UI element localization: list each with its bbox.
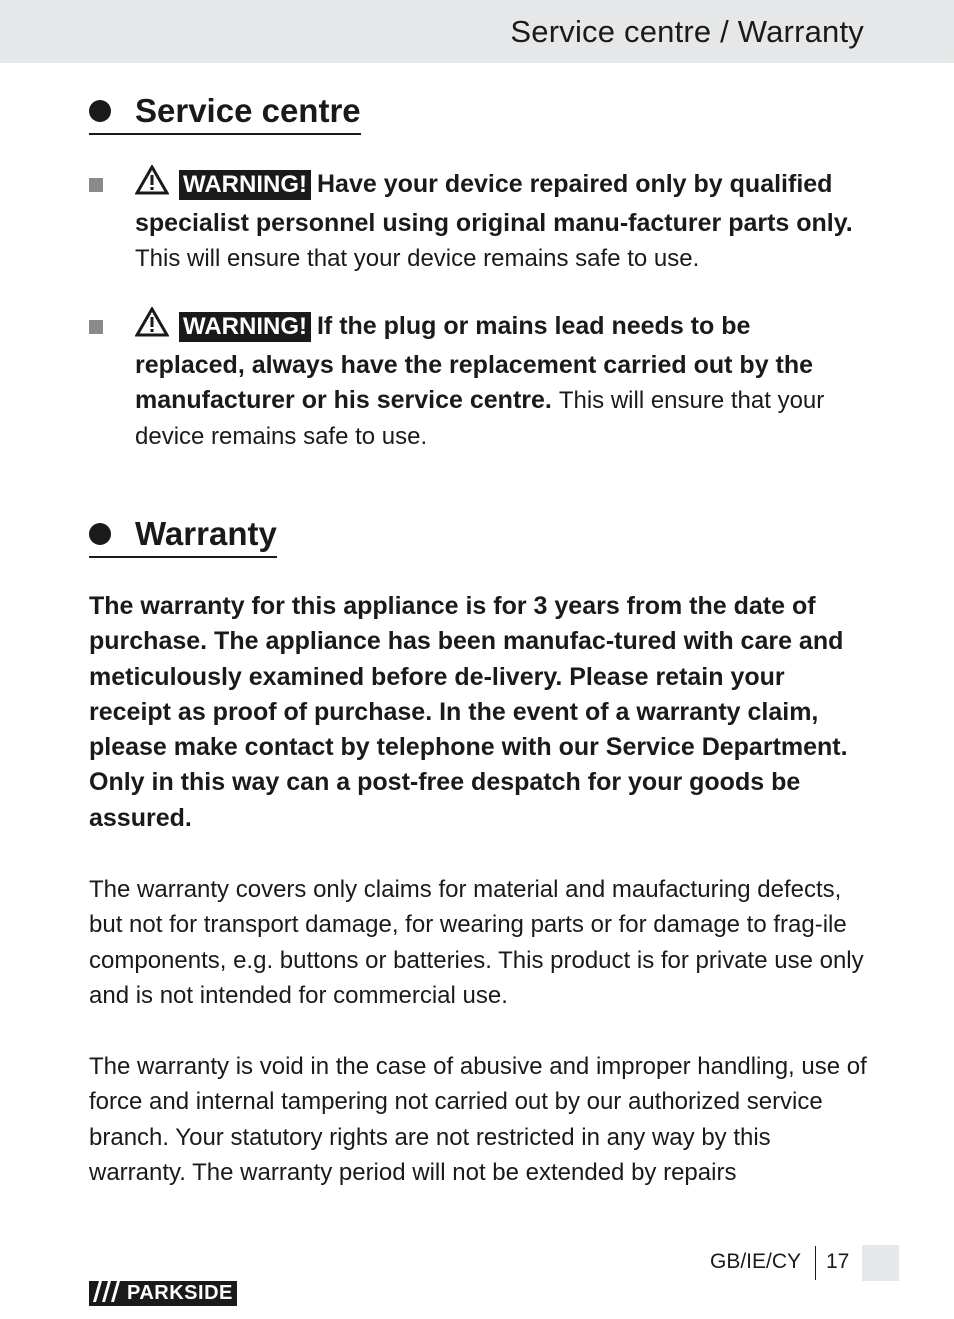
warranty-void-paragraph: The warranty is void in the case of abusive and improper handling, use of force and internal tampering not carried out by our authorized service branch. Your statutory rights are not restricted in any way by this warranty. The warranty period will not be extended by repairs (89, 1053, 867, 1186)
list-bullet (89, 320, 103, 334)
warning-normal-text: This will ensure that your device remains safe to use. (135, 245, 700, 272)
warning-triangle-icon (135, 165, 169, 206)
warranty-lead-paragraph: The warranty for this appliance is for 3 years from the date of purchase. The appliance has been manufac-tured with care and meticulously examined before de-livery. Please retain your receipt as proof of purchase. In the event of a warranty claim, please make contact by telephone with our Service Department. Only in this way can a post-free despatch for your goods be assured. (89, 592, 848, 832)
footer-language-codes: GB/IE/CY (710, 1250, 802, 1273)
service-warning-item-2 (135, 307, 865, 454)
warning-badge: WARNING! (179, 170, 311, 200)
service-centre-heading (89, 91, 361, 135)
footer-grey-box (862, 1245, 899, 1281)
list-bullet (89, 178, 103, 192)
heading-bullet-dot (89, 100, 111, 122)
warning-bold-text: Have your device repaired only by qualified specialist personnel using original manu-facturer parts only. (135, 170, 853, 237)
warranty-coverage-paragraph: The warranty covers only claims for material and maufacturing defects, but not for transport damage, for wearing parts or for damage to frag-ile components, e.g. buttons or batteries. This product is for private use only and is not intended for commercial use. (89, 876, 864, 1009)
page-header-title: Service centre / Warranty (510, 14, 864, 49)
warning-badge: WARNING! (179, 312, 311, 342)
warning-triangle-icon (135, 307, 169, 348)
page-number: 17 (826, 1250, 850, 1273)
warning-bold-text: If the plug or mains lead needs to be replaced, always have the replacement carried out by the manufacturer or his service centre. (135, 312, 814, 414)
logo-stripes-icon (89, 1279, 123, 1309)
warning-normal-text: This will ensure that your device remains safe to use. (135, 387, 825, 450)
footer-divider (815, 1246, 816, 1280)
warranty-heading-text: Warranty (135, 515, 277, 552)
logo-brand-text: PARKSIDE (127, 1282, 233, 1304)
warranty-heading (89, 514, 277, 558)
service-warning-item-1 (135, 165, 865, 277)
service-centre-heading-text: Service centre (135, 92, 361, 129)
heading-bullet-dot (89, 523, 111, 545)
parkside-logo (89, 1281, 237, 1306)
